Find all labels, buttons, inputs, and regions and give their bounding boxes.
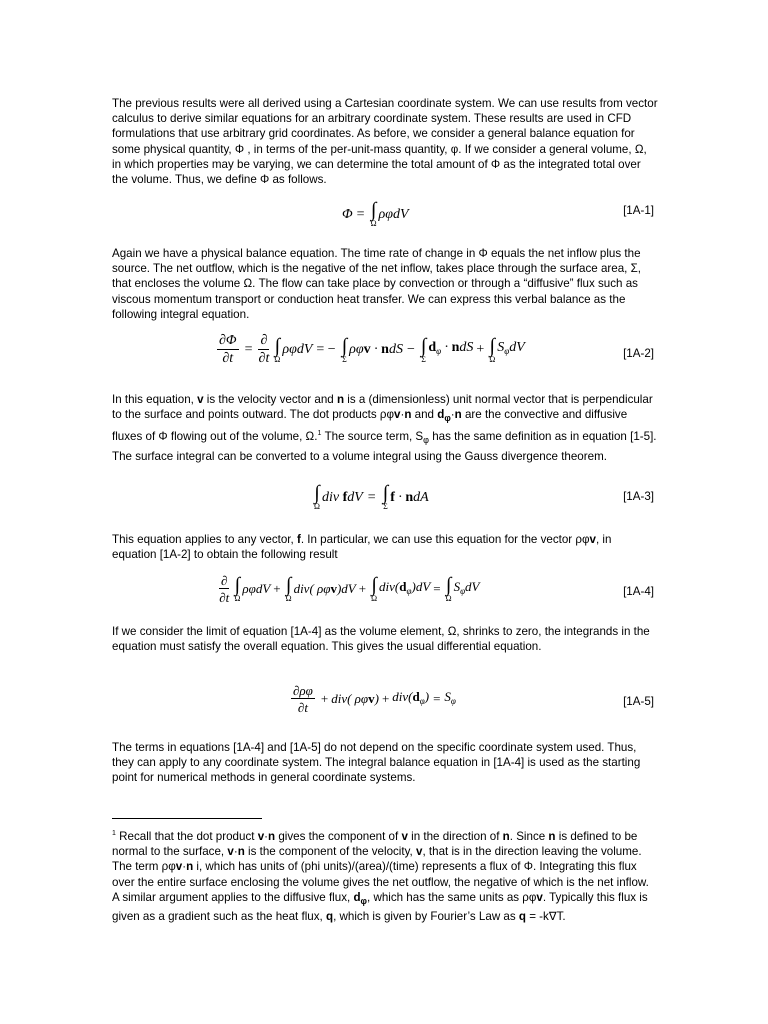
equation-1a-4	[112, 574, 658, 610]
paragraph-velocity-vector: In this equation, v is the velocity vector and n is a (dimensionless) unit normal vector that is perpendicular to the surface and points outward. The dot products ρφv·n and $d_\varphi\cdot n$ are the convective and diffusive fluxes of Φ flowing out of the volume, Ω.$^1$ The source term, $S_\varphi$ has the same definition as in equation [1-5]. The surface integral can be converted to a volume integral using the Gauss divergence theorem.	[112, 393, 657, 463]
equation-1a-3-number: [1A-3]	[623, 490, 654, 503]
paragraph-intro: The previous results were all derived using a Cartesian coordinate system. We can use results from vector calculus to derive similar equations for an arbitrary coordinate system. These results are used in CFD formulations that use arbitrary grid coordinates. As before, we consider a general balance equation for some physical quantity, Φ , in terms of the per-unit-mass quantity, φ. If we consider a general volume, Ω, in which properties may be varying, we can determine the total amount of Φ as the integrated total over the volume. Thus, we define Φ as follows.	[112, 97, 658, 187]
equation-1a-2-number: [1A-2]	[623, 347, 654, 360]
paragraph-vector-f: This equation applies to any vector, f. In particular, we can use this equation for the vector ρφv, in equation [1A-2] to obtain the following result	[112, 533, 612, 562]
equation-1a-3-formula: ∫ Ω div fdV = ∫ Σ f · ndA	[314, 482, 429, 511]
paragraph-coordinate-systems: The terms in equations [1A-4] and [1A-5] do not depend on the specific coordinate system used. Thus, they can apply to any coordinate system. The integral balance equation in [1A-4] is used as the starting point for numerical methods in general coordinate systems.	[112, 741, 641, 785]
equation-1a-2	[112, 334, 658, 374]
equation-1a-4-formula: $\frac{\partial}{\partial t}$ ∫ Ω ρφdV + ∫ Ω div( ρφv)dV + ∫ Ω $div(d_\varphi)dV$ = ∫ Ω $S_\varphi dV$	[219, 573, 480, 605]
paragraph-limit: If we consider the limit of equation [1A-4] as the volume element, Ω, shrinks to zero, the integrands in the equation must satisfy the overall equation. This gives the usual differential equation.	[112, 625, 650, 654]
footnote-separator	[112, 818, 262, 819]
equation-1a-1-formula: Φ = ∫ Ω ρφdV	[342, 199, 409, 228]
equation-1a-5-formula: $\frac{\partial\rho\varphi}{\partial t}$ + div( ρφv) + $div(d_\varphi)$ = $S_\varphi$	[293, 683, 456, 715]
equation-1a-3	[112, 484, 658, 514]
footnote-1: $^1$ Recall that the dot product v·n gives the component of v in the direction of n. Since n is defined to be normal to the surface, v·n is the component of the velocity, v, that is in the direction leaving the volume. The term ρφv·n i, which has units of (phi units)/(area)/(time) represents a flux of Φ. Integrating this flux over the entire surface enclosing the volume gives the net outflow, the negative of which is the net inflow. A similar argument applies to the diffusive flux, $d_\varphi$, which has the same units as ρφv. Typically this flux is given as a gradient such as the heat flux, q, which is given by Fourier’s Law as q = -k∇T.	[112, 830, 649, 924]
equation-1a-5-number: [1A-5]	[623, 695, 654, 708]
paragraph-balance: Again we have a physical balance equation. The time rate of change in Φ equals the net inflow plus the source. The net outflow, which is the negative of the net inflow, takes place through the surface area, Σ, that encloses the volume Ω. The flow can take place by convection or through a “diffusive” flux such as viscous momentum transport or conduction heat transfer. We can express this verbal balance as the following integral equation.	[112, 247, 641, 321]
equation-1a-5	[112, 684, 658, 720]
equation-1a-1	[112, 201, 658, 229]
equation-1a-2-formula: $\frac{\partial\Phi}{\partial t}$ = $\frac{\partial}{\partial t}$ ∫ Ω ρφdV = − ∫ Σ ρφv · ndS − ∫ Σ $d_\varphi$ · ndS + ∫ Ω $S_\varphi dV$	[219, 333, 525, 366]
equation-1a-1-number: [1A-1]	[623, 204, 654, 217]
equation-1a-4-number: [1A-4]	[623, 585, 654, 598]
